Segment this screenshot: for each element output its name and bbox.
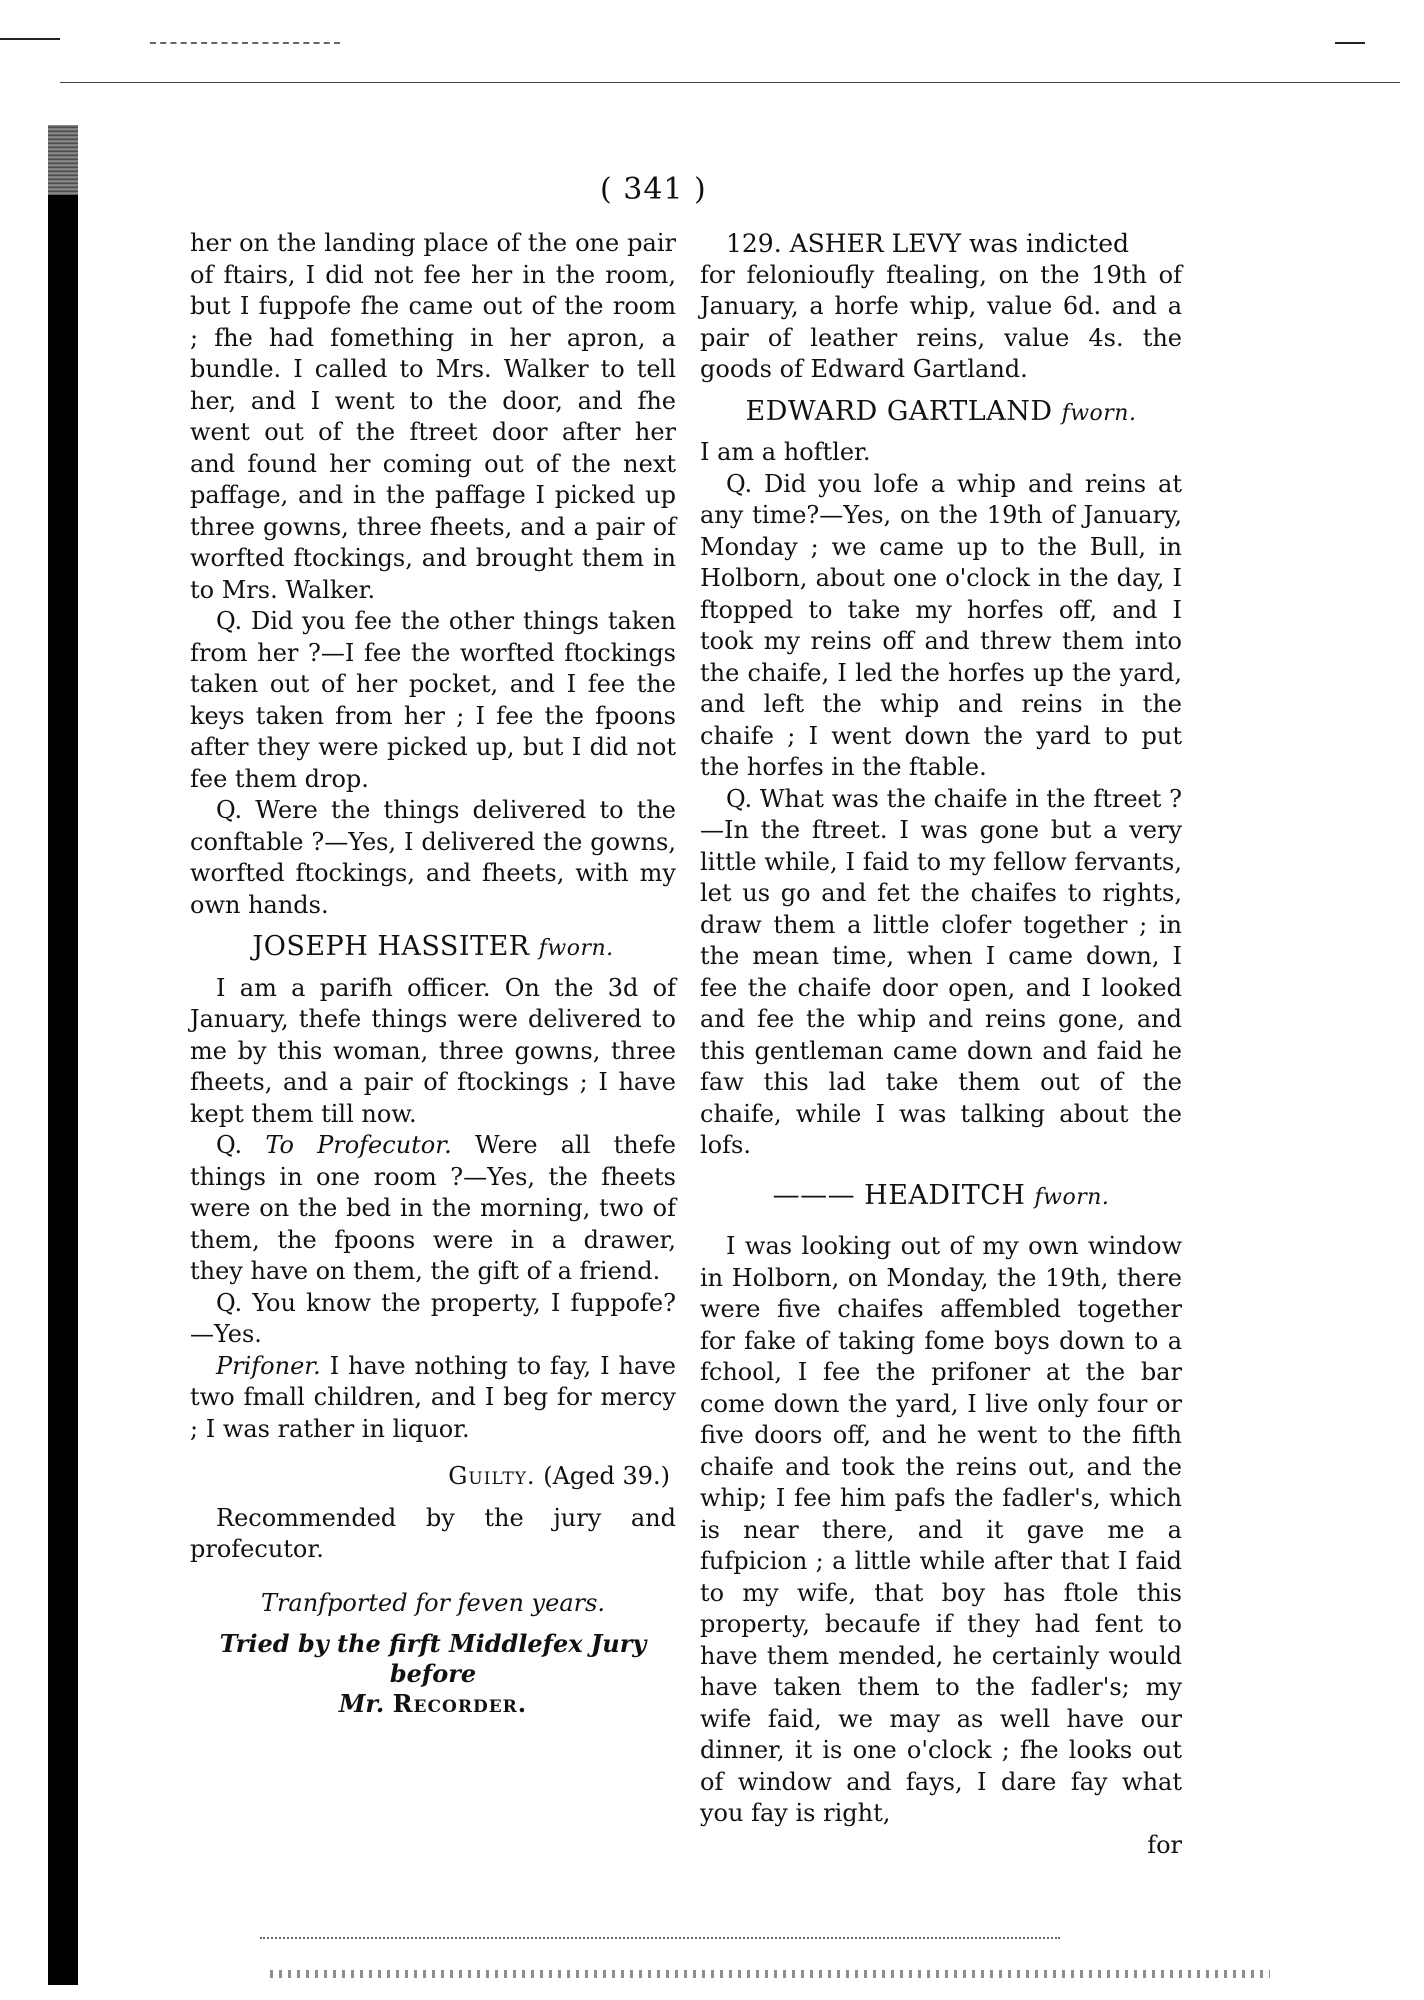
paragraph: I am a parifh officer. On the 3d of January, thefe things were delivered to me by this woman, three gowns, three fheets, and a pair of ftockings ; I have kept them till now. [190, 973, 676, 1128]
scan-noise [270, 1970, 1270, 1978]
sentence: Tranfported for feven years. [260, 1588, 606, 1617]
scan-dash [150, 42, 340, 44]
scan-top-rule [60, 82, 1400, 83]
sworn-label: fworn. [1061, 400, 1137, 426]
verdict [190, 1461, 676, 1493]
scan-edge-texture [48, 125, 78, 195]
tried-line [190, 1689, 676, 1719]
witness-name: JOSEPH HASSITER [252, 931, 530, 962]
witness-heading [700, 1180, 1182, 1214]
verdict-word: Guilty. [448, 1462, 536, 1490]
sworn-label: fworn. [538, 936, 614, 961]
scan-edge-bar [48, 125, 78, 1985]
paragraph: Q. Were the things delivered to the conftable ?—Yes, I delivered the gowns, worfted ftockings, and fheets, with my own hands. [190, 796, 676, 919]
paragraph: Q. You know the property, I fuppofe? —Yes. [190, 1288, 676, 1348]
addressee: To Profecutor. [265, 1131, 452, 1159]
witness-heading [190, 931, 676, 965]
paragraph [190, 1130, 676, 1288]
tried-line: Tried by the firft Middlefex Jury before [219, 1629, 647, 1688]
paragraph-text: I have nothing to fay, I have two fmall children, and I beg for mercy ; I was rather in liquor. [190, 1351, 676, 1443]
recommendation: Recommended by the jury and profecutor. [190, 1503, 676, 1563]
tried-mr: Mr. [338, 1689, 385, 1718]
paragraph: her on the landing place of the one pair of ftairs, I did not fee her in the room, but I fuppofe fhe came out of the room ; fhe had fomething in her apron, a bundle. I called to Mrs. Walker to tell her, and I went to the door, and fhe went out of the ftreet door after her and found her coming out of the next paffage, and in the paffage I picked up three gowns, three fheets, and a pair of worfted ftockings, and brought them in to Mrs. Walker. [190, 229, 676, 604]
tried-note [190, 1629, 676, 1719]
scan-rule [0, 38, 60, 40]
witness-name: ——— HEADITCH [772, 1179, 1026, 1211]
left-column [190, 228, 676, 1719]
verdict-age: (Aged 39.) [543, 1462, 670, 1490]
case-heading: 129. ASHER LEVY was indicted [726, 229, 1129, 258]
witness-heading [700, 396, 1182, 430]
page-number: ( 341 ) [600, 172, 707, 207]
prisoner-label: Prifoner. [216, 1351, 321, 1380]
paragraph: for felonioufly ftealing, on the 19th of January, a horfe whip, value 6d. and a pair of leather reins, value 4s. the goods of Edward Gartland. [700, 260, 1182, 383]
witness-name: EDWARD GARTLAND [745, 395, 1053, 427]
paragraph-text: Were all thefe things in one room ?—Yes, the fheets were on the bed in the morning, two of them, the fpoons were in a drawer, they have on them, the gift of a friend. [190, 1131, 676, 1285]
scan-rule [1335, 42, 1365, 44]
sworn-label: fworn. [1034, 1184, 1110, 1210]
paragraph: Q. Did you fee the other things taken from her ?—I fee the worfted ftockings taken out of her pocket, and I fee the keys taken from her ; I fee the fpoons after they were picked up, but I did not fee them drop. [190, 607, 676, 793]
right-column [700, 228, 1182, 1861]
paragraph: Q. Did you lofe a whip and reins at any time?—Yes, on the 19th of January, Monday ; we came up to the Bull, in Holborn, about one o'clock in the day, I ftopped to take my horfes off, and I took my reins off and threw them into the chaife, I led the horfes up the yard, and left the whip and reins in the chaife ; I went down the yard to put the horfes in the ftable. [700, 469, 1182, 781]
catchword: for [1147, 1830, 1182, 1859]
question-marker: Q. [216, 1131, 243, 1159]
paragraph: Q. What was the chaife in the ftreet ? —In the ftreet. I was gone but a very little while, I faid to my fellow fervants, let us go and fet the chaifes to rights, draw them a little clofer together ; in the mean time, when I came down, I fee the chaife door open, and I looked and fee the whip and reins gone, and this gentleman came down and faid he faw this lad take them out of the chaife, while I was talking about the lofs. [700, 784, 1182, 1159]
tried-recorder: Recorder. [392, 1689, 528, 1718]
paragraph: I was looking out of my own window in Holborn, on Monday, the 19th, there were five chaifes affembled together for fake of taking fome boys down to a fchool, I fee the prifoner at the bar come down the yard, I live only four or five doors off, and he went to the fifth chaife and took the reins out, and the whip; I fee him pafs the fadler's, which is near there, and it gave me a fufpicion ; a little while after that I faid to my wife, that boy has ftole this property, becaufe if they had fent to have them mended, he certainly would have taken them to the fadler's; my wife faid, we may as well have our dinner, it is one o'clock ; fhe looks out of window and fays, I dare fay what you fay is right, [700, 1232, 1182, 1827]
scan-dots [260, 1937, 1060, 1939]
paragraph [190, 1351, 676, 1446]
paragraph: I am a hoftler. [700, 438, 871, 466]
